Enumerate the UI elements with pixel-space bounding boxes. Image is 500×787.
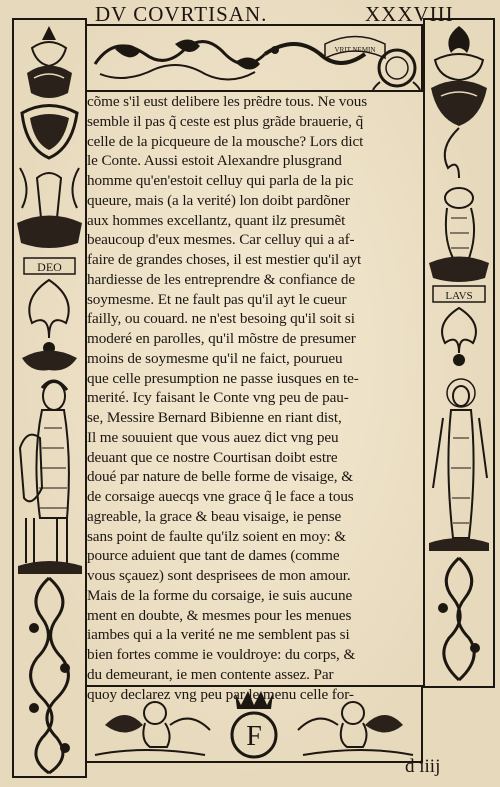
text-line: Mais de la forme du corsaige, ie suis aucune (87, 586, 353, 604)
text-line: celle de la picqueure de la mousche? Lors dict (87, 132, 364, 150)
left-woodcut-border (12, 18, 87, 778)
folio-number: XXXVIII (365, 2, 454, 26)
text-line: que celle presumption ne passe iusques en te- (87, 369, 359, 387)
text-line: homme qu'en'estoit celluy qui parla de la pic (87, 172, 354, 189)
text-line: vous sçauez) sont desprisees de mon amour. (87, 567, 351, 584)
text-line: faire de grandes choses, il est mestier qu'il ayt (87, 251, 362, 268)
right-cartouche-label: LAVS (445, 290, 473, 302)
text-line: semble il pas q̃ ceste est plus grãde brauerie, q̃ (87, 112, 364, 130)
text-line: agreable, la grace & beau visaige, ie pense (87, 507, 342, 525)
top-scroll-label: VRIT NEMIN (334, 46, 376, 54)
text-line: merité. Icy faisant le Conte vng peu de pau- (87, 389, 349, 407)
text-line: le Conte. Aussi estoit Alexandre plusgrand (87, 152, 342, 170)
signature-mark: d iiij (405, 756, 441, 777)
text-line: moins de soymesme qu'il ne faict, pourueu (87, 349, 343, 367)
text-line: aux hommes excellantz, quant ilz presumẽt (87, 211, 346, 229)
text-line: queure, mais (a la verité) lon doibt pardõner (87, 191, 350, 209)
text-line: pource aduient que tant de dames (comme (87, 547, 340, 565)
text-line: doué par nature de belle forme de visaige, & (87, 468, 353, 486)
text-line: ment en doubte, & mesmes pour les menues (87, 606, 352, 624)
left-cartouche-label: DEO (37, 260, 62, 274)
text-line: failly, ou couard. ne n'est besoing qu'il soit si (87, 310, 355, 328)
bottom-initial-letter: F (246, 721, 262, 752)
text-line: deuant que ce nostre Courtisan doibt estre (87, 448, 338, 466)
top-woodcut-panel (85, 24, 423, 94)
text-line: de corsaige auecqs vne grace q̃ le face a tous (87, 488, 354, 505)
text-line: sans point de faulte qu'ilz soient en moy: & (87, 527, 347, 545)
text-line: iambes qui a la verité ne me semblent pas si (87, 626, 350, 644)
text-line: beaucoup d'eux mesmes. Car celluy qui a af- (87, 231, 355, 249)
text-line: se, Messire Bernard Bibienne en riant dist, (87, 409, 342, 426)
text-line: moderé en parolles, qu'il mõstre de presumer (87, 330, 356, 347)
text-line: quoy declarez vng peu par le menu celle for- (87, 685, 354, 703)
text-line: hardiesse de les entreprendre & confiance de (87, 270, 355, 288)
text-line: du demeurant, ie men contente assez. Par (87, 665, 334, 683)
text-line: cõme s'il eust delibere les prẽdre tous. Ne vous (87, 93, 368, 110)
text-line: bien fortes comme ie vouldroye: du corps, & (87, 646, 356, 663)
running-head-title: DV COVRTISAN. (95, 2, 268, 26)
text-line: Il me souuient que vous auez dict vng peu (87, 428, 339, 446)
text-line: soymesme. Et ne fault pas qu'il ayt le cueur (87, 290, 347, 308)
body-text (87, 92, 423, 704)
right-woodcut-border (423, 18, 495, 688)
